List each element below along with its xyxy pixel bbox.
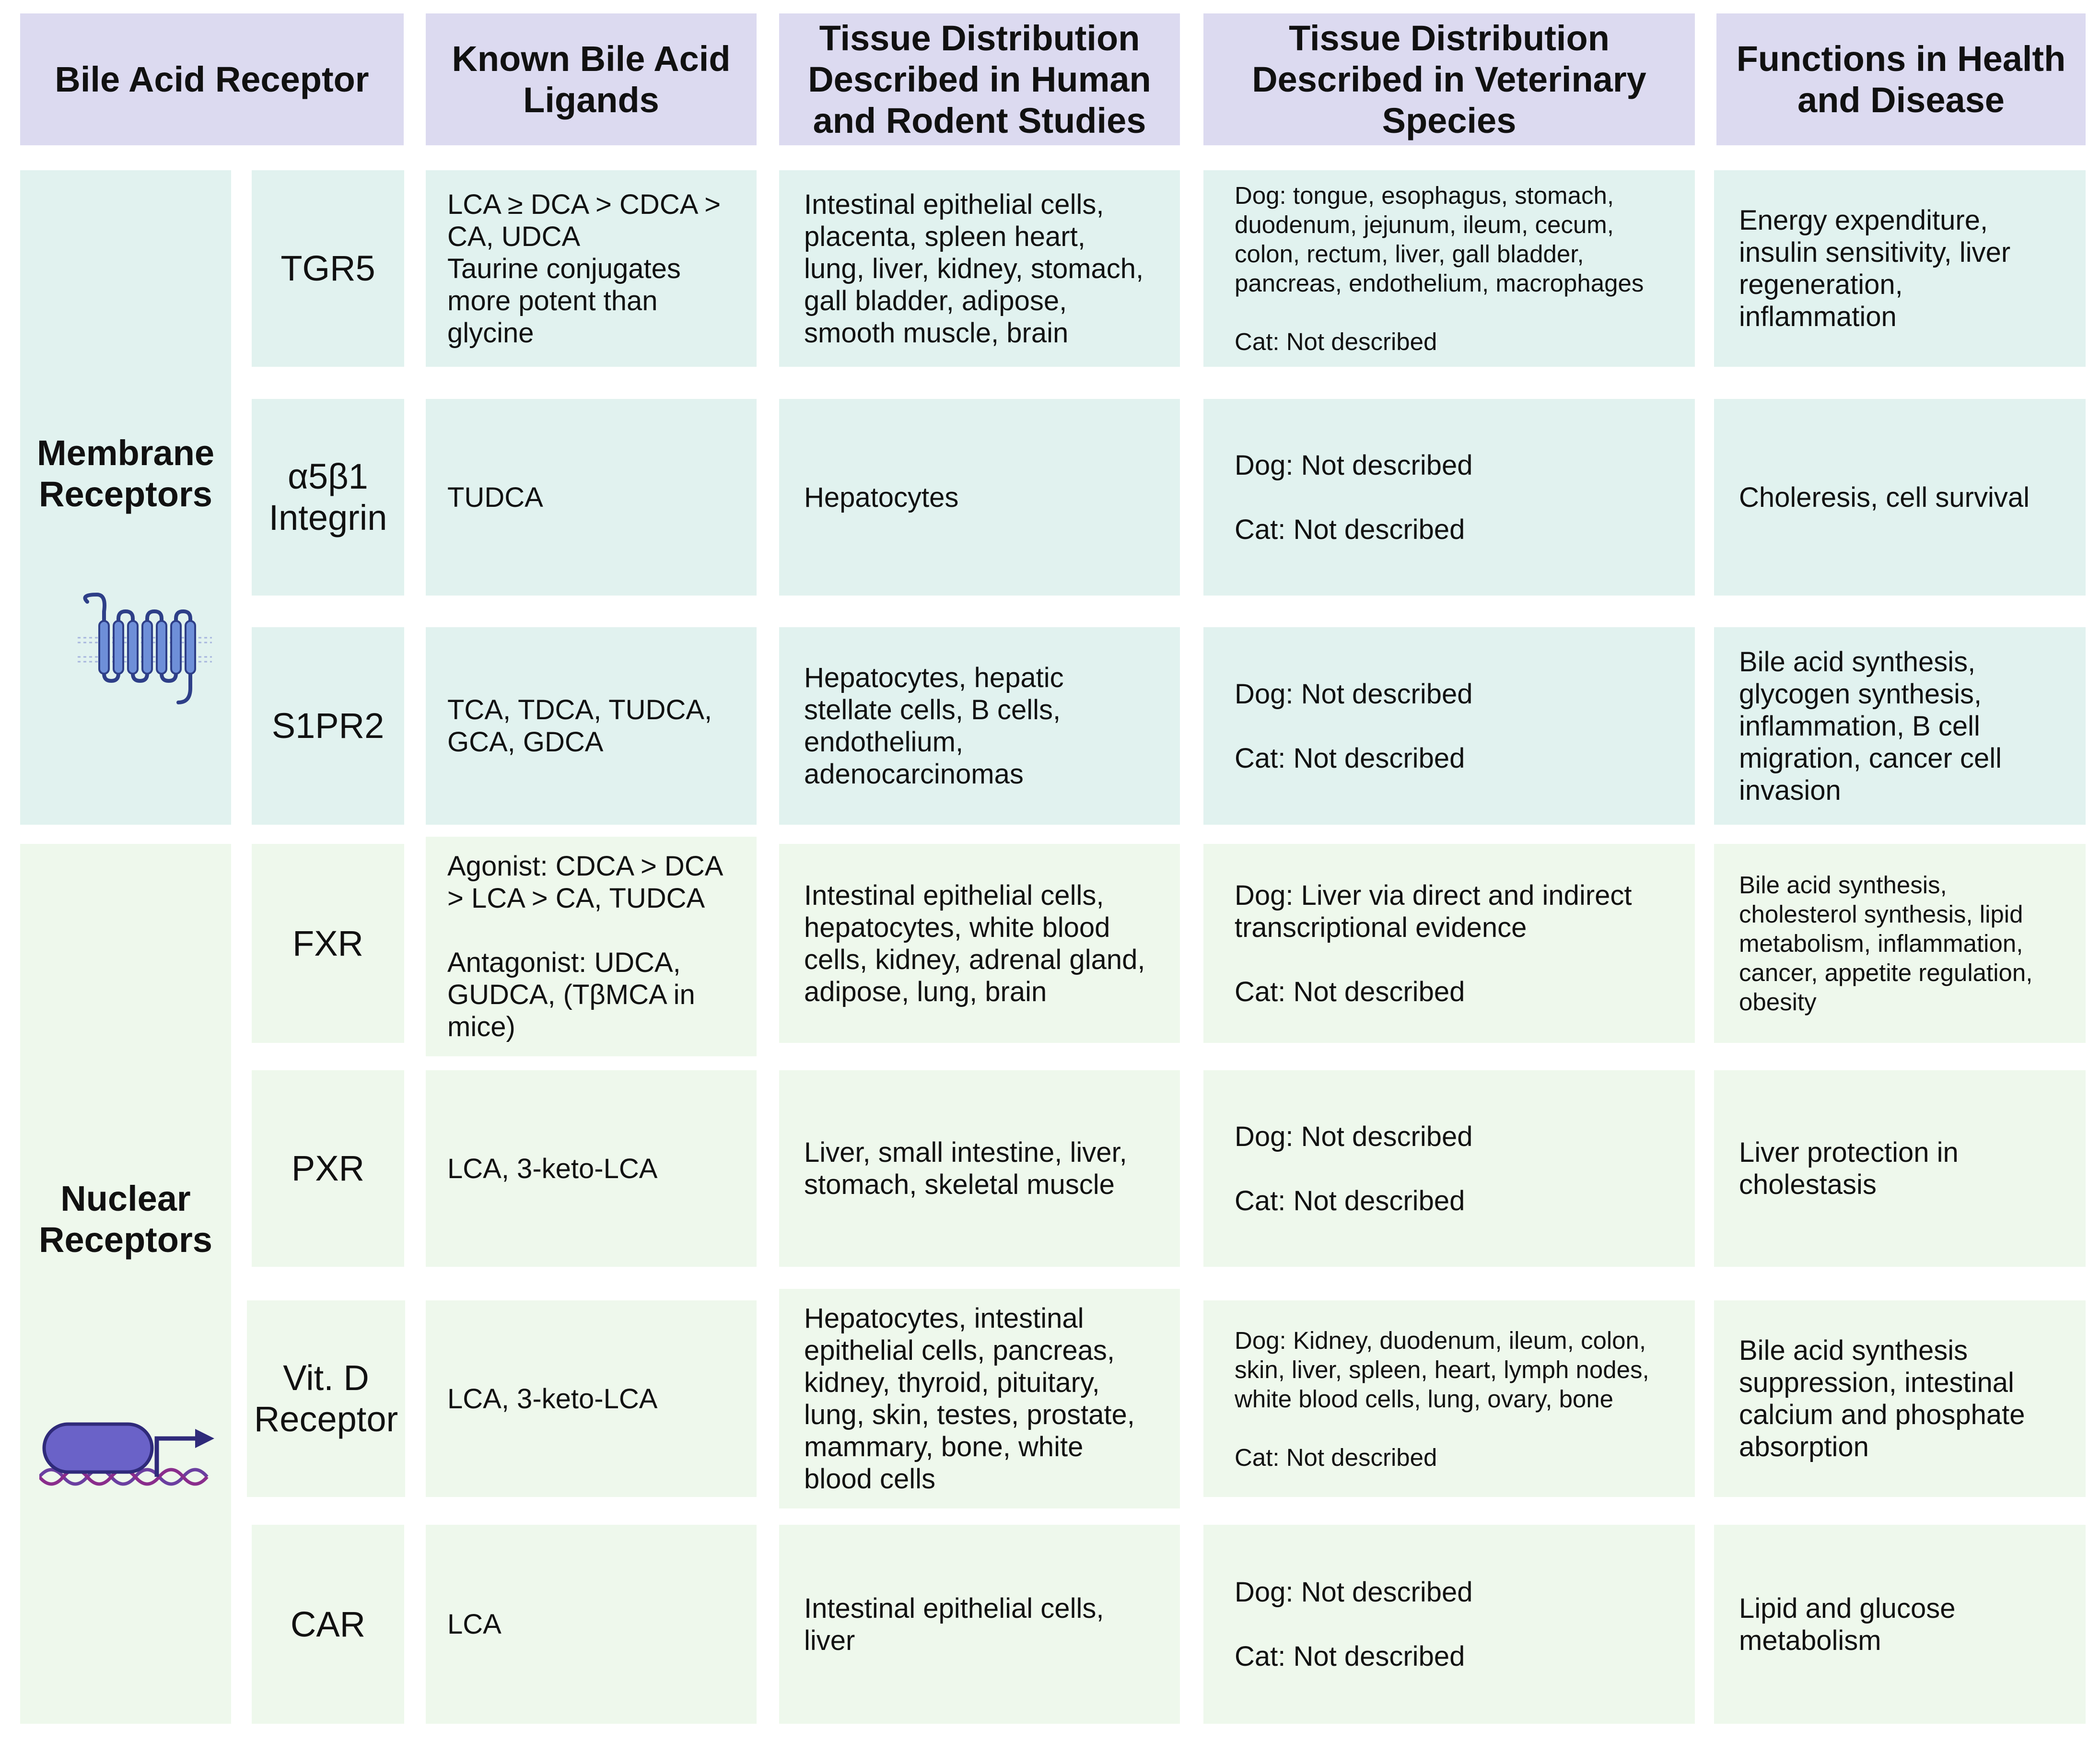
vet-distribution-cell: Dog: Liver via direct and indirect transcriptional evidence Cat: Not described bbox=[1203, 844, 1695, 1043]
human-distribution-cell: Intestinal epithelial cells, placenta, spleen heart, lung, liver, kidney, stomach, gall bladder, adipose, smooth muscle, brain bbox=[779, 170, 1180, 367]
header-ligands: Known Bile Acid Ligands bbox=[426, 13, 757, 145]
header-functions: Functions in Health and Disease bbox=[1716, 13, 2086, 145]
nuclear-group-label: Nuclear Receptors bbox=[39, 1178, 212, 1260]
vet-distribution-cell: Dog: Kidney, duodenum, ileum, colon, skin, liver, spleen, heart, lymph nodes, white blood cells, lung, ovary, bone Cat: Not described bbox=[1203, 1300, 1695, 1497]
membrane-group-label: Membrane Receptors bbox=[36, 433, 215, 514]
membrane-receptor-icon bbox=[78, 592, 212, 707]
nuclear-group bbox=[20, 844, 231, 1724]
receptor-name: S1PR2 bbox=[252, 627, 404, 825]
functions-cell: Bile acid synthesis suppression, intestinal calcium and phosphate absorption bbox=[1714, 1300, 2086, 1497]
functions-cell: Bile acid synthesis, glycogen synthesis, inflammation, B cell migration, cancer cell invasion bbox=[1714, 627, 2086, 825]
receptor-name: PXR bbox=[252, 1070, 404, 1267]
vet-distribution-cell: Dog: Not described Cat: Not described bbox=[1203, 627, 1695, 825]
receptor-name: CAR bbox=[252, 1525, 404, 1724]
functions-cell: Lipid and glucose metabolism bbox=[1714, 1525, 2086, 1724]
human-distribution-cell: Hepatocytes, intestinal epithelial cells, pancreas, kidney, thyroid, pituitary, lung, skin, testes, prostate, mammary, bone, white blood cells bbox=[779, 1289, 1180, 1508]
functions-cell: Liver protection in cholestasis bbox=[1714, 1070, 2086, 1267]
dna-transcription-icon bbox=[39, 1419, 241, 1501]
receptor-name: α5β1 Integrin bbox=[252, 399, 404, 596]
header-human-distribution: Tissue Distribution Described in Human and Rodent Studies bbox=[779, 13, 1180, 145]
human-distribution-cell: Intestinal epithelial cells, hepatocytes, white blood cells, kidney, adrenal gland, adipose, lung, brain bbox=[779, 844, 1180, 1043]
vet-distribution-cell: Dog: tongue, esophagus, stomach, duodenum, jejunum, ileum, cecum, colon, rectum, liver, gall bladder, pancreas, endothelium, macrophages Cat: Not described bbox=[1203, 170, 1695, 367]
receptor-name: FXR bbox=[252, 844, 404, 1043]
human-distribution-cell: Intestinal epithelial cells, liver bbox=[779, 1525, 1180, 1724]
functions-cell: Bile acid synthesis, cholesterol synthesis, lipid metabolism, inflammation, cancer, appetite regulation, obesity bbox=[1714, 844, 2086, 1043]
receptor-name: TGR5 bbox=[252, 170, 404, 367]
vet-distribution-cell: Dog: Not described Cat: Not described bbox=[1203, 1070, 1695, 1267]
membrane-group bbox=[20, 170, 231, 825]
human-distribution-cell: Hepatocytes bbox=[779, 399, 1180, 596]
header-receptor: Bile Acid Receptor bbox=[20, 13, 404, 145]
ligands-cell: LCA ≥ DCA > CDCA > CA, UDCA Taurine conjugates more potent than glycine bbox=[426, 170, 757, 367]
header-vet-distribution: Tissue Distribution Described in Veterinary Species bbox=[1203, 13, 1695, 145]
ligands-cell: TUDCA bbox=[426, 399, 757, 596]
ligands-cell: LCA, 3-keto-LCA bbox=[426, 1070, 757, 1267]
functions-cell: Energy expenditure, insulin sensitivity, liver regeneration, inflammation bbox=[1714, 170, 2086, 367]
ligands-cell: LCA bbox=[426, 1525, 757, 1724]
receptor-name: Vit. D Receptor bbox=[247, 1300, 405, 1497]
vet-distribution-cell: Dog: Not described Cat: Not described bbox=[1203, 1525, 1695, 1724]
ligands-cell: LCA, 3-keto-LCA bbox=[426, 1300, 757, 1497]
functions-cell: Choleresis, cell survival bbox=[1714, 399, 2086, 596]
human-distribution-cell: Hepatocytes, hepatic stellate cells, B cells, endothelium, adenocarcinomas bbox=[779, 627, 1180, 825]
ligands-cell: TCA, TDCA, TUDCA, GCA, GDCA bbox=[426, 627, 757, 825]
vet-distribution-cell: Dog: Not described Cat: Not described bbox=[1203, 399, 1695, 596]
human-distribution-cell: Liver, small intestine, liver, stomach, skeletal muscle bbox=[779, 1070, 1180, 1267]
ligands-cell: Agonist: CDCA > DCA > LCA > CA, TUDCA Antagonist: UDCA, GUDCA, (TβMCA in mice) bbox=[426, 837, 757, 1056]
